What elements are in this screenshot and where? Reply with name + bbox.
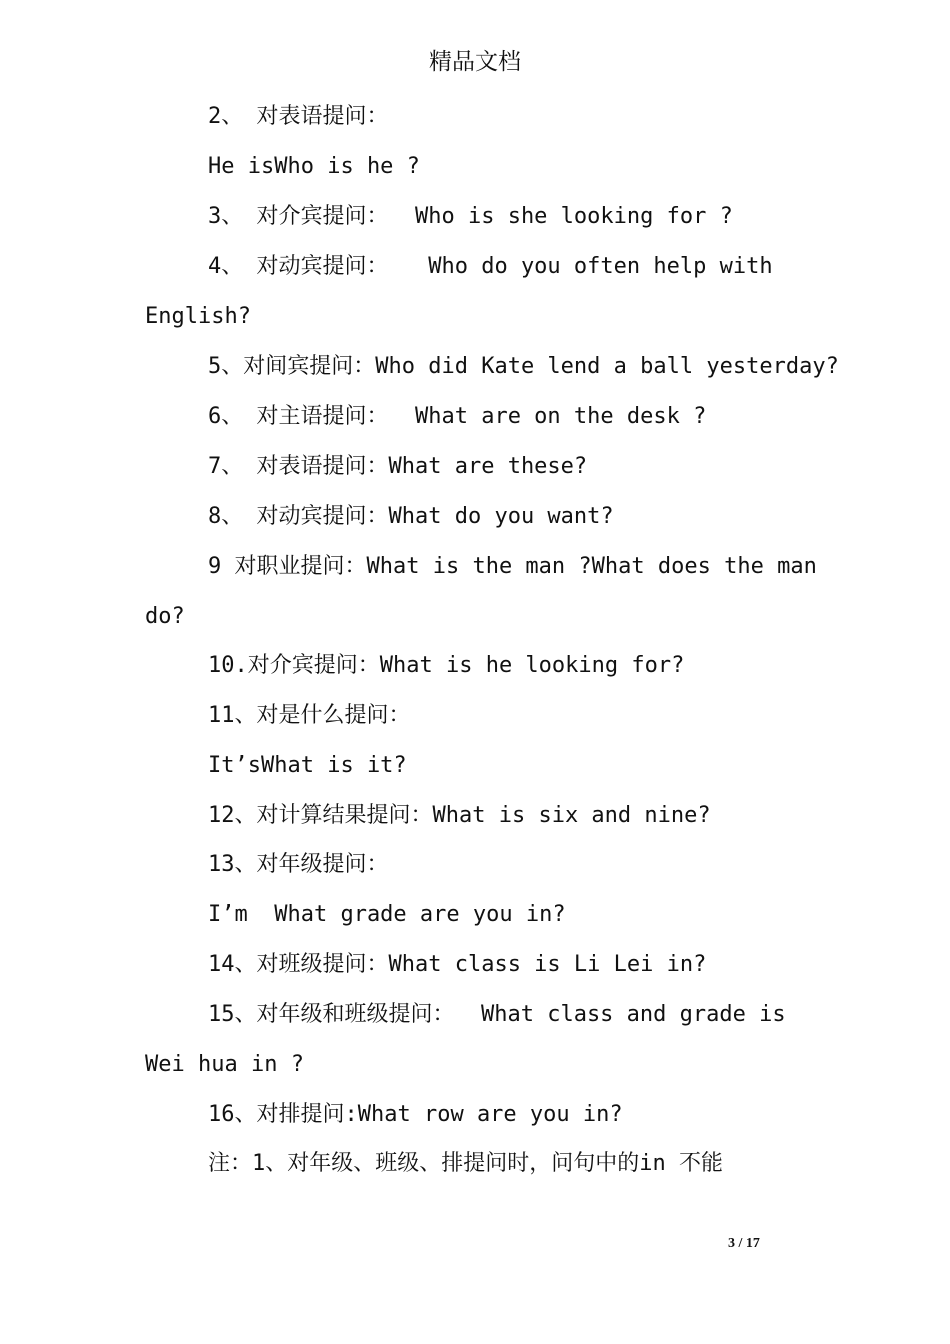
text-line: 6、 对主语提问： What are on the desk ? bbox=[208, 404, 707, 429]
text-line: do? bbox=[145, 604, 185, 629]
text-line: I’m What grade are you in? bbox=[208, 902, 566, 927]
text-line: 10.对介宾提问：What is he looking for? bbox=[208, 653, 685, 678]
text-line: It’sWhat is it? bbox=[208, 753, 407, 778]
text-line: English? bbox=[145, 304, 251, 329]
text-line: 2、 对表语提问： bbox=[208, 104, 389, 129]
text-line: 12、对计算结果提问：What is six and nine? bbox=[208, 803, 711, 828]
text-line: He isWho is he ? bbox=[208, 154, 420, 179]
text-line: 8、 对动宾提问：What do you want? bbox=[208, 504, 614, 529]
page-header: 精品文档 bbox=[429, 49, 521, 75]
text-line: Wei hua in ? bbox=[145, 1052, 304, 1077]
text-line: 13、对年级提问： bbox=[208, 852, 389, 877]
text-line: 3、 对介宾提问： Who is she looking for ? bbox=[208, 204, 733, 229]
text-line: 5、对间宾提问：Who did Kate lend a ball yesterday? bbox=[208, 354, 839, 379]
text-line: 15、对年级和班级提问： What class and grade is bbox=[208, 1002, 786, 1027]
text-line: 16、对排提问:What row are you in? bbox=[208, 1102, 623, 1127]
text-line: 11、对是什么提问： bbox=[208, 703, 411, 728]
text-line: 注：1、对年级、班级、排提问时，问句中的in 不能 bbox=[208, 1151, 723, 1176]
text-line: 14、对班级提问：What class is Li Lei in? bbox=[208, 952, 707, 977]
text-line: 7、 对表语提问：What are these? bbox=[208, 454, 588, 479]
text-line: 9 对职业提问：What is the man ?What does the man bbox=[208, 554, 817, 579]
text-line: 4、 对动宾提问： Who do you often help with bbox=[208, 254, 773, 279]
page-number: 3 / 17 bbox=[728, 1236, 760, 1251]
